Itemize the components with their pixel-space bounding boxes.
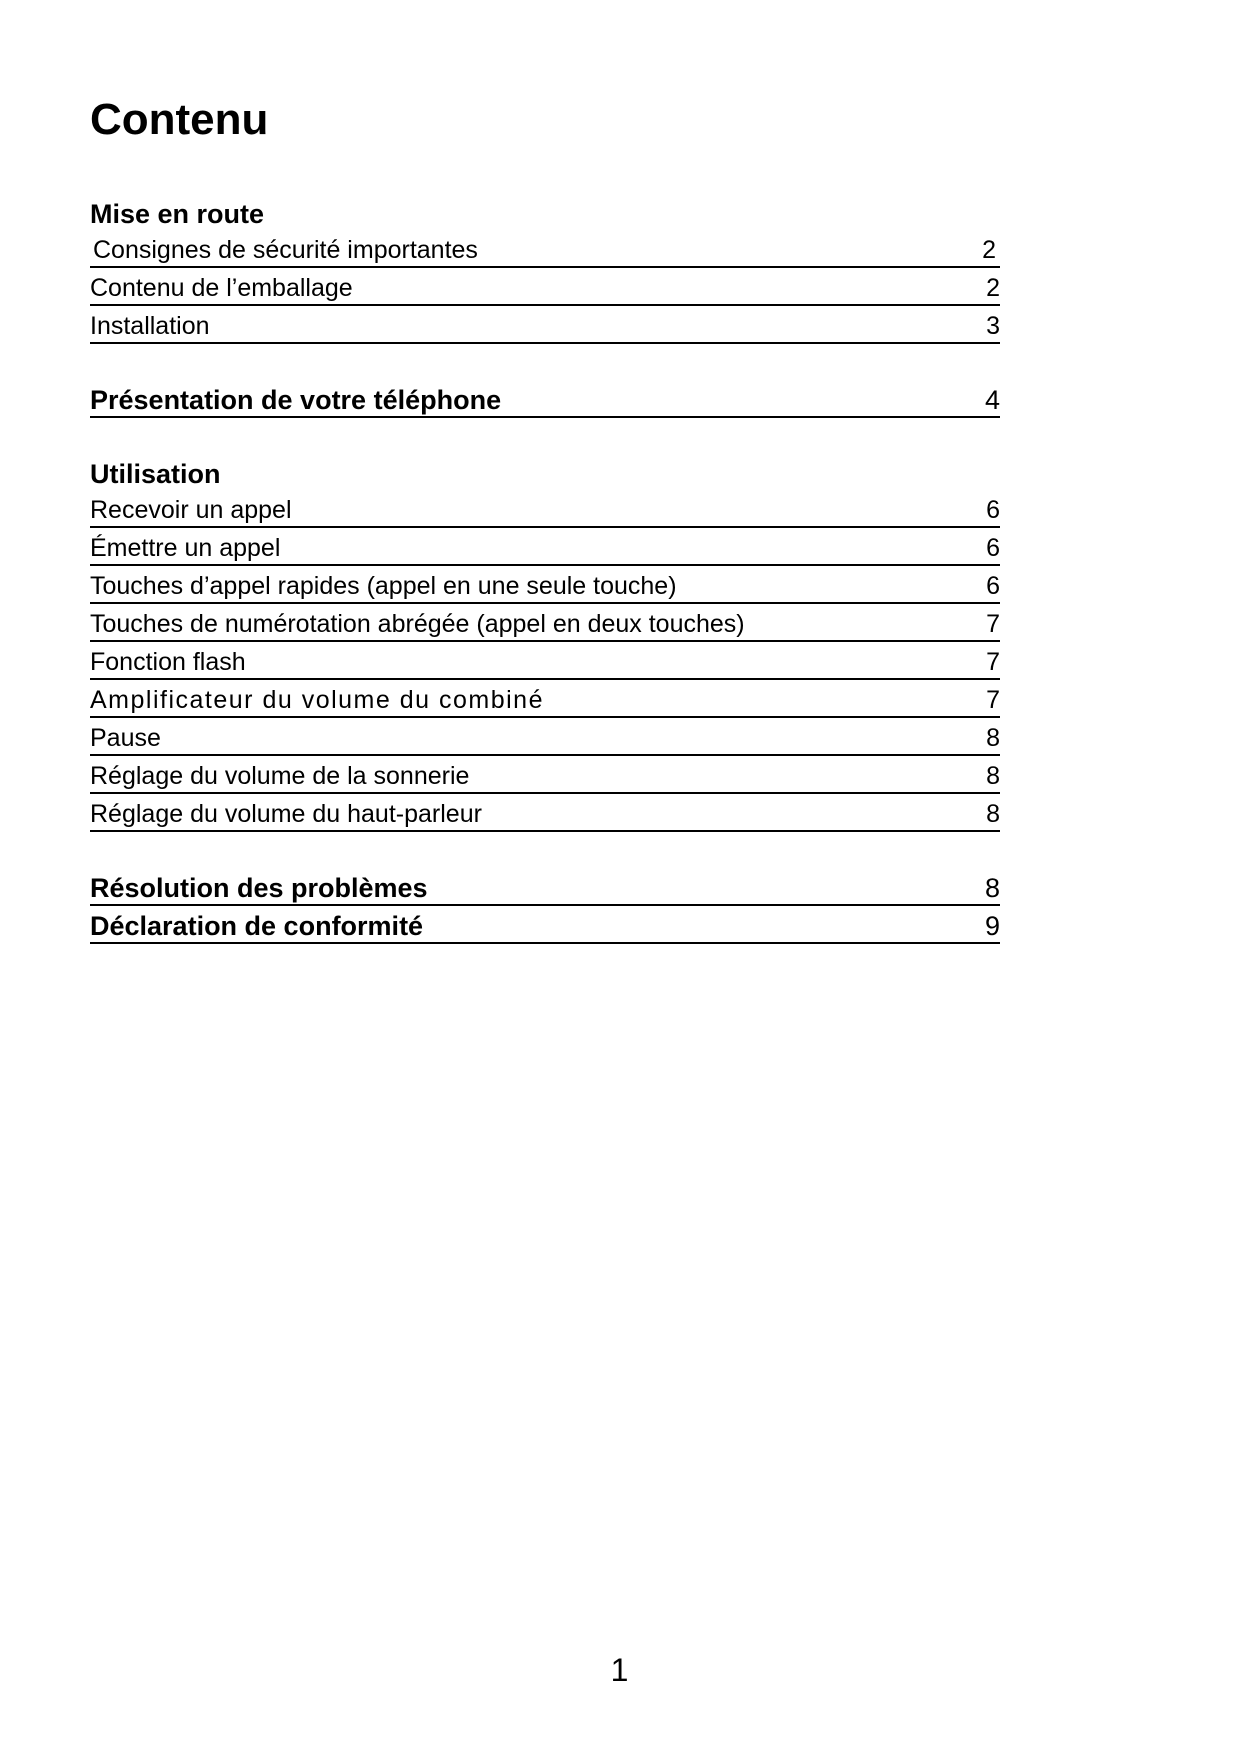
- toc-entry-page: 6: [986, 496, 1000, 524]
- toc-entry-page: 8: [986, 800, 1000, 828]
- toc-entry-label: Recevoir un appel: [90, 496, 292, 524]
- toc-entry-label: Fonction flash: [90, 648, 246, 676]
- toc-entry-consignes-securite[interactable]: [90, 232, 1000, 268]
- toc-entry-label: Déclaration de conformité: [90, 911, 424, 941]
- toc-entry-label: Réglage du volume de la sonnerie: [90, 762, 470, 790]
- table-of-contents: [90, 196, 1000, 944]
- page-title: Contenu: [90, 95, 269, 144]
- toc-entry-volume-haut-parleur[interactable]: [90, 796, 1000, 832]
- toc-entry-recevoir-appel[interactable]: [90, 492, 1000, 528]
- spacer: [90, 832, 1000, 870]
- toc-entry-resolution-problemes[interactable]: [90, 870, 1000, 906]
- toc-entry-installation[interactable]: [90, 308, 1000, 344]
- section-heading-mise-en-route: Mise en route: [90, 199, 265, 229]
- toc-entry-declaration-conformite[interactable]: [90, 908, 1000, 944]
- toc-entry-label: Amplificateur du volume du combiné: [90, 686, 544, 714]
- toc-entry-page: 8: [986, 762, 1000, 790]
- toc-entry-page: 3: [986, 312, 1000, 340]
- toc-entry-label: Touches de numérotation abrégée (appel en deux touches): [90, 610, 745, 638]
- toc-entry-page: 2: [986, 274, 1000, 302]
- toc-entry-page: 8: [986, 724, 1000, 752]
- toc-entry-label: Réglage du volume du haut-parleur: [90, 800, 482, 828]
- toc-entry-numerotation-abregee[interactable]: [90, 606, 1000, 642]
- section-heading-utilisation: Utilisation: [90, 459, 221, 489]
- toc-entry-label: Présentation de votre téléphone: [90, 385, 502, 415]
- toc-entry-label: Pause: [90, 724, 161, 752]
- toc-entry-pause[interactable]: [90, 720, 1000, 756]
- toc-entry-label: Touches d’appel rapides (appel en une seule touche): [90, 572, 677, 600]
- page-number: 1: [610, 1652, 629, 1688]
- toc-entry-page: 7: [986, 610, 1000, 638]
- spacer: [90, 344, 1000, 382]
- toc-entry-label: Contenu de l’emballage: [90, 274, 353, 302]
- toc-entry-page: 2: [982, 236, 996, 264]
- toc-entry-page: 9: [984, 911, 1000, 941]
- toc-entry-presentation[interactable]: [90, 382, 1000, 418]
- toc-entry-page: 8: [984, 873, 1000, 903]
- toc-entry-touches-appel-rapides[interactable]: [90, 568, 1000, 604]
- toc-entry-volume-sonnerie[interactable]: [90, 758, 1000, 794]
- toc-entry-label: Consignes de sécurité importantes: [93, 236, 478, 264]
- toc-entry-page: 6: [986, 534, 1000, 562]
- toc-entry-page: 7: [986, 648, 1000, 676]
- toc-entry-amplificateur-volume[interactable]: [90, 682, 1000, 718]
- toc-entry-label: Installation: [90, 312, 210, 340]
- toc-entry-label: Résolution des problèmes: [90, 873, 428, 903]
- toc-entry-page: 4: [984, 385, 1000, 415]
- toc-entry-label: Émettre un appel: [90, 534, 281, 562]
- toc-entry-page: 7: [986, 686, 1000, 714]
- spacer: [90, 418, 1000, 456]
- toc-entry-contenu-emballage[interactable]: [90, 270, 1000, 306]
- toc-entry-fonction-flash[interactable]: [90, 644, 1000, 680]
- toc-entry-emettre-appel[interactable]: [90, 530, 1000, 566]
- toc-entry-page: 6: [986, 572, 1000, 600]
